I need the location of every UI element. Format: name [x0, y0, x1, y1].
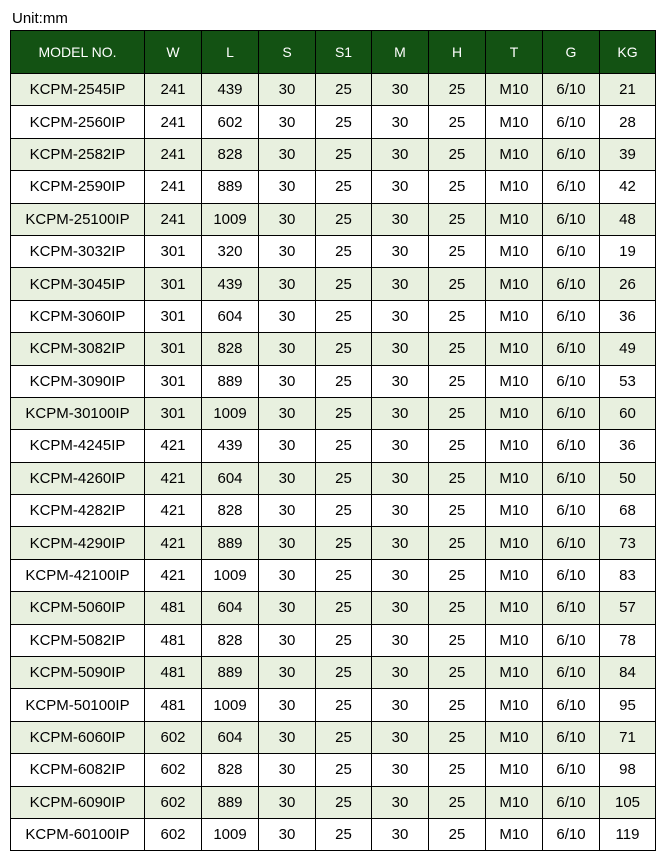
cell-t: M10: [486, 397, 543, 429]
cell-w: 481: [145, 624, 202, 656]
cell-model-no: KCPM-3082IP: [11, 333, 145, 365]
cell-s1: 25: [316, 592, 372, 624]
table-row: [11, 138, 656, 170]
table-row: [11, 333, 656, 365]
cell-kg: 42: [600, 171, 656, 203]
cell-l: 604: [202, 592, 259, 624]
cell-h: 25: [429, 235, 486, 267]
cell-s1: 25: [316, 171, 372, 203]
cell-t: M10: [486, 559, 543, 591]
cell-t: M10: [486, 268, 543, 300]
cell-g: 6/10: [543, 235, 600, 267]
cell-kg: 95: [600, 689, 656, 721]
cell-w: 301: [145, 268, 202, 300]
cell-kg: 48: [600, 203, 656, 235]
cell-g: 6/10: [543, 592, 600, 624]
cell-s: 30: [259, 300, 316, 332]
cell-g: 6/10: [543, 721, 600, 753]
cell-model-no: KCPM-2560IP: [11, 106, 145, 138]
cell-model-no: KCPM-2590IP: [11, 171, 145, 203]
cell-s: 30: [259, 657, 316, 689]
cell-model-no: KCPM-2582IP: [11, 138, 145, 170]
cell-h: 25: [429, 397, 486, 429]
cell-m: 30: [372, 333, 429, 365]
cell-model-no: KCPM-4260IP: [11, 462, 145, 494]
cell-w: 602: [145, 818, 202, 850]
cell-s: 30: [259, 721, 316, 753]
unit-label: Unit:mm: [12, 10, 68, 27]
cell-s: 30: [259, 365, 316, 397]
cell-m: 30: [372, 624, 429, 656]
cell-w: 602: [145, 754, 202, 786]
cell-l: 1009: [202, 203, 259, 235]
cell-g: 6/10: [543, 268, 600, 300]
cell-w: 301: [145, 300, 202, 332]
cell-s: 30: [259, 171, 316, 203]
cell-model-no: KCPM-3045IP: [11, 268, 145, 300]
table-row: [11, 268, 656, 300]
cell-w: 481: [145, 592, 202, 624]
cell-s1: 25: [316, 138, 372, 170]
cell-t: M10: [486, 527, 543, 559]
cell-m: 30: [372, 138, 429, 170]
table-row: [11, 106, 656, 138]
cell-w: 421: [145, 462, 202, 494]
cell-s: 30: [259, 818, 316, 850]
cell-s: 30: [259, 268, 316, 300]
cell-l: 1009: [202, 689, 259, 721]
cell-g: 6/10: [543, 657, 600, 689]
cell-l: 828: [202, 138, 259, 170]
cell-kg: 60: [600, 397, 656, 429]
cell-l: 1009: [202, 818, 259, 850]
cell-h: 25: [429, 754, 486, 786]
cell-h: 25: [429, 527, 486, 559]
cell-kg: 73: [600, 527, 656, 559]
cell-s: 30: [259, 592, 316, 624]
cell-t: M10: [486, 430, 543, 462]
cell-w: 241: [145, 138, 202, 170]
cell-l: 889: [202, 786, 259, 818]
cell-t: M10: [486, 786, 543, 818]
cell-w: 241: [145, 106, 202, 138]
cell-kg: 26: [600, 268, 656, 300]
cell-s: 30: [259, 203, 316, 235]
cell-w: 602: [145, 721, 202, 753]
table-row: [11, 786, 656, 818]
cell-w: 421: [145, 495, 202, 527]
cell-h: 25: [429, 559, 486, 591]
cell-g: 6/10: [543, 754, 600, 786]
cell-model-no: KCPM-42100IP: [11, 559, 145, 591]
cell-g: 6/10: [543, 106, 600, 138]
cell-l: 828: [202, 495, 259, 527]
cell-h: 25: [429, 268, 486, 300]
cell-s1: 25: [316, 559, 372, 591]
cell-s1: 25: [316, 624, 372, 656]
cell-s: 30: [259, 624, 316, 656]
cell-w: 241: [145, 171, 202, 203]
cell-s1: 25: [316, 300, 372, 332]
cell-h: 25: [429, 300, 486, 332]
column-header-l: L: [202, 31, 259, 74]
cell-t: M10: [486, 300, 543, 332]
cell-model-no: KCPM-4290IP: [11, 527, 145, 559]
cell-h: 25: [429, 430, 486, 462]
cell-h: 25: [429, 203, 486, 235]
cell-model-no: KCPM-6060IP: [11, 721, 145, 753]
table-body: [11, 74, 656, 851]
cell-l: 439: [202, 74, 259, 106]
cell-l: 604: [202, 300, 259, 332]
cell-model-no: KCPM-3090IP: [11, 365, 145, 397]
cell-m: 30: [372, 235, 429, 267]
cell-kg: 68: [600, 495, 656, 527]
cell-t: M10: [486, 171, 543, 203]
cell-t: M10: [486, 721, 543, 753]
cell-m: 30: [372, 527, 429, 559]
cell-g: 6/10: [543, 333, 600, 365]
cell-g: 6/10: [543, 74, 600, 106]
cell-kg: 19: [600, 235, 656, 267]
table-row: [11, 430, 656, 462]
cell-s: 30: [259, 397, 316, 429]
cell-t: M10: [486, 624, 543, 656]
cell-s1: 25: [316, 333, 372, 365]
cell-s: 30: [259, 495, 316, 527]
cell-m: 30: [372, 203, 429, 235]
cell-kg: 119: [600, 818, 656, 850]
cell-w: 602: [145, 786, 202, 818]
cell-m: 30: [372, 754, 429, 786]
cell-g: 6/10: [543, 397, 600, 429]
cell-l: 1009: [202, 559, 259, 591]
cell-h: 25: [429, 657, 486, 689]
cell-s1: 25: [316, 74, 372, 106]
cell-s1: 25: [316, 689, 372, 721]
cell-g: 6/10: [543, 300, 600, 332]
column-header-s1: S1: [316, 31, 372, 74]
cell-l: 828: [202, 333, 259, 365]
cell-m: 30: [372, 462, 429, 494]
cell-h: 25: [429, 624, 486, 656]
cell-s1: 25: [316, 106, 372, 138]
cell-model-no: KCPM-4282IP: [11, 495, 145, 527]
cell-h: 25: [429, 106, 486, 138]
cell-model-no: KCPM-3032IP: [11, 235, 145, 267]
cell-s: 30: [259, 138, 316, 170]
cell-l: 889: [202, 171, 259, 203]
header-row: [11, 31, 656, 74]
cell-m: 30: [372, 689, 429, 721]
column-header-model: MODEL NO.: [11, 31, 145, 74]
cell-model-no: KCPM-5090IP: [11, 657, 145, 689]
cell-model-no: KCPM-5082IP: [11, 624, 145, 656]
column-header-g: G: [543, 31, 600, 74]
cell-w: 421: [145, 430, 202, 462]
cell-g: 6/10: [543, 430, 600, 462]
cell-kg: 36: [600, 300, 656, 332]
cell-g: 6/10: [543, 818, 600, 850]
cell-l: 889: [202, 527, 259, 559]
cell-t: M10: [486, 138, 543, 170]
cell-model-no: KCPM-30100IP: [11, 397, 145, 429]
cell-m: 30: [372, 268, 429, 300]
cell-m: 30: [372, 495, 429, 527]
cell-kg: 105: [600, 786, 656, 818]
cell-s1: 25: [316, 365, 372, 397]
cell-m: 30: [372, 300, 429, 332]
cell-kg: 71: [600, 721, 656, 753]
cell-l: 320: [202, 235, 259, 267]
table-row: [11, 818, 656, 850]
cell-w: 301: [145, 333, 202, 365]
table-row: [11, 657, 656, 689]
cell-kg: 57: [600, 592, 656, 624]
spec-table: [10, 30, 656, 851]
cell-s: 30: [259, 527, 316, 559]
cell-g: 6/10: [543, 365, 600, 397]
cell-s1: 25: [316, 786, 372, 818]
cell-m: 30: [372, 171, 429, 203]
cell-s: 30: [259, 754, 316, 786]
column-header-h: H: [429, 31, 486, 74]
cell-w: 301: [145, 397, 202, 429]
cell-t: M10: [486, 689, 543, 721]
cell-h: 25: [429, 171, 486, 203]
table-row: [11, 397, 656, 429]
table-row: [11, 171, 656, 203]
cell-model-no: KCPM-25100IP: [11, 203, 145, 235]
cell-s: 30: [259, 462, 316, 494]
cell-s1: 25: [316, 721, 372, 753]
column-header-s: S: [259, 31, 316, 74]
cell-g: 6/10: [543, 171, 600, 203]
cell-s1: 25: [316, 462, 372, 494]
cell-h: 25: [429, 138, 486, 170]
cell-m: 30: [372, 721, 429, 753]
cell-model-no: KCPM-3060IP: [11, 300, 145, 332]
cell-s1: 25: [316, 397, 372, 429]
cell-l: 1009: [202, 397, 259, 429]
cell-kg: 78: [600, 624, 656, 656]
cell-s1: 25: [316, 527, 372, 559]
cell-g: 6/10: [543, 203, 600, 235]
cell-t: M10: [486, 818, 543, 850]
cell-s: 30: [259, 559, 316, 591]
cell-t: M10: [486, 203, 543, 235]
cell-kg: 39: [600, 138, 656, 170]
cell-m: 30: [372, 397, 429, 429]
cell-t: M10: [486, 235, 543, 267]
cell-kg: 83: [600, 559, 656, 591]
cell-l: 602: [202, 106, 259, 138]
cell-s: 30: [259, 74, 316, 106]
cell-l: 889: [202, 365, 259, 397]
cell-h: 25: [429, 333, 486, 365]
cell-t: M10: [486, 754, 543, 786]
cell-m: 30: [372, 430, 429, 462]
cell-s: 30: [259, 235, 316, 267]
cell-l: 439: [202, 268, 259, 300]
cell-h: 25: [429, 365, 486, 397]
cell-g: 6/10: [543, 689, 600, 721]
cell-s: 30: [259, 786, 316, 818]
cell-t: M10: [486, 74, 543, 106]
cell-w: 481: [145, 657, 202, 689]
cell-kg: 21: [600, 74, 656, 106]
cell-t: M10: [486, 462, 543, 494]
cell-w: 241: [145, 203, 202, 235]
cell-g: 6/10: [543, 138, 600, 170]
table-header: [11, 31, 656, 74]
cell-s: 30: [259, 689, 316, 721]
cell-m: 30: [372, 592, 429, 624]
cell-l: 604: [202, 462, 259, 494]
cell-h: 25: [429, 74, 486, 106]
cell-h: 25: [429, 786, 486, 818]
cell-model-no: KCPM-6082IP: [11, 754, 145, 786]
cell-kg: 28: [600, 106, 656, 138]
cell-model-no: KCPM-60100IP: [11, 818, 145, 850]
cell-g: 6/10: [543, 527, 600, 559]
cell-w: 301: [145, 235, 202, 267]
cell-h: 25: [429, 721, 486, 753]
table-row: [11, 203, 656, 235]
cell-g: 6/10: [543, 786, 600, 818]
cell-t: M10: [486, 365, 543, 397]
cell-w: 421: [145, 559, 202, 591]
column-header-w: W: [145, 31, 202, 74]
cell-h: 25: [429, 495, 486, 527]
column-header-kg: KG: [600, 31, 656, 74]
cell-s1: 25: [316, 235, 372, 267]
cell-s1: 25: [316, 268, 372, 300]
cell-kg: 36: [600, 430, 656, 462]
table-row: [11, 462, 656, 494]
cell-l: 604: [202, 721, 259, 753]
cell-h: 25: [429, 689, 486, 721]
cell-g: 6/10: [543, 462, 600, 494]
cell-w: 481: [145, 689, 202, 721]
cell-model-no: KCPM-2545IP: [11, 74, 145, 106]
cell-h: 25: [429, 462, 486, 494]
cell-t: M10: [486, 657, 543, 689]
cell-s1: 25: [316, 203, 372, 235]
cell-kg: 49: [600, 333, 656, 365]
cell-s1: 25: [316, 495, 372, 527]
table-row: [11, 235, 656, 267]
cell-s1: 25: [316, 754, 372, 786]
cell-kg: 98: [600, 754, 656, 786]
cell-m: 30: [372, 818, 429, 850]
table-row: [11, 365, 656, 397]
cell-s: 30: [259, 430, 316, 462]
cell-h: 25: [429, 592, 486, 624]
cell-l: 828: [202, 624, 259, 656]
cell-s1: 25: [316, 818, 372, 850]
cell-s: 30: [259, 333, 316, 365]
cell-s: 30: [259, 106, 316, 138]
cell-m: 30: [372, 365, 429, 397]
cell-kg: 50: [600, 462, 656, 494]
cell-l: 828: [202, 754, 259, 786]
column-header-m: M: [372, 31, 429, 74]
cell-m: 30: [372, 74, 429, 106]
cell-model-no: KCPM-6090IP: [11, 786, 145, 818]
table-row: [11, 689, 656, 721]
table-row: [11, 721, 656, 753]
cell-kg: 84: [600, 657, 656, 689]
cell-l: 439: [202, 430, 259, 462]
cell-t: M10: [486, 495, 543, 527]
cell-w: 421: [145, 527, 202, 559]
table-row: [11, 624, 656, 656]
table-row: [11, 300, 656, 332]
cell-t: M10: [486, 333, 543, 365]
cell-w: 241: [145, 74, 202, 106]
table-row: [11, 559, 656, 591]
table-row: [11, 754, 656, 786]
cell-t: M10: [486, 592, 543, 624]
cell-h: 25: [429, 818, 486, 850]
table-row: [11, 74, 656, 106]
cell-m: 30: [372, 106, 429, 138]
cell-g: 6/10: [543, 495, 600, 527]
cell-t: M10: [486, 106, 543, 138]
table-row: [11, 527, 656, 559]
cell-g: 6/10: [543, 624, 600, 656]
cell-s1: 25: [316, 657, 372, 689]
cell-kg: 53: [600, 365, 656, 397]
cell-m: 30: [372, 657, 429, 689]
table-row: [11, 592, 656, 624]
cell-model-no: KCPM-4245IP: [11, 430, 145, 462]
cell-model-no: KCPM-5060IP: [11, 592, 145, 624]
cell-g: 6/10: [543, 559, 600, 591]
table-row: [11, 495, 656, 527]
cell-m: 30: [372, 786, 429, 818]
cell-s1: 25: [316, 430, 372, 462]
cell-w: 301: [145, 365, 202, 397]
cell-model-no: KCPM-50100IP: [11, 689, 145, 721]
cell-l: 889: [202, 657, 259, 689]
column-header-t: T: [486, 31, 543, 74]
cell-m: 30: [372, 559, 429, 591]
